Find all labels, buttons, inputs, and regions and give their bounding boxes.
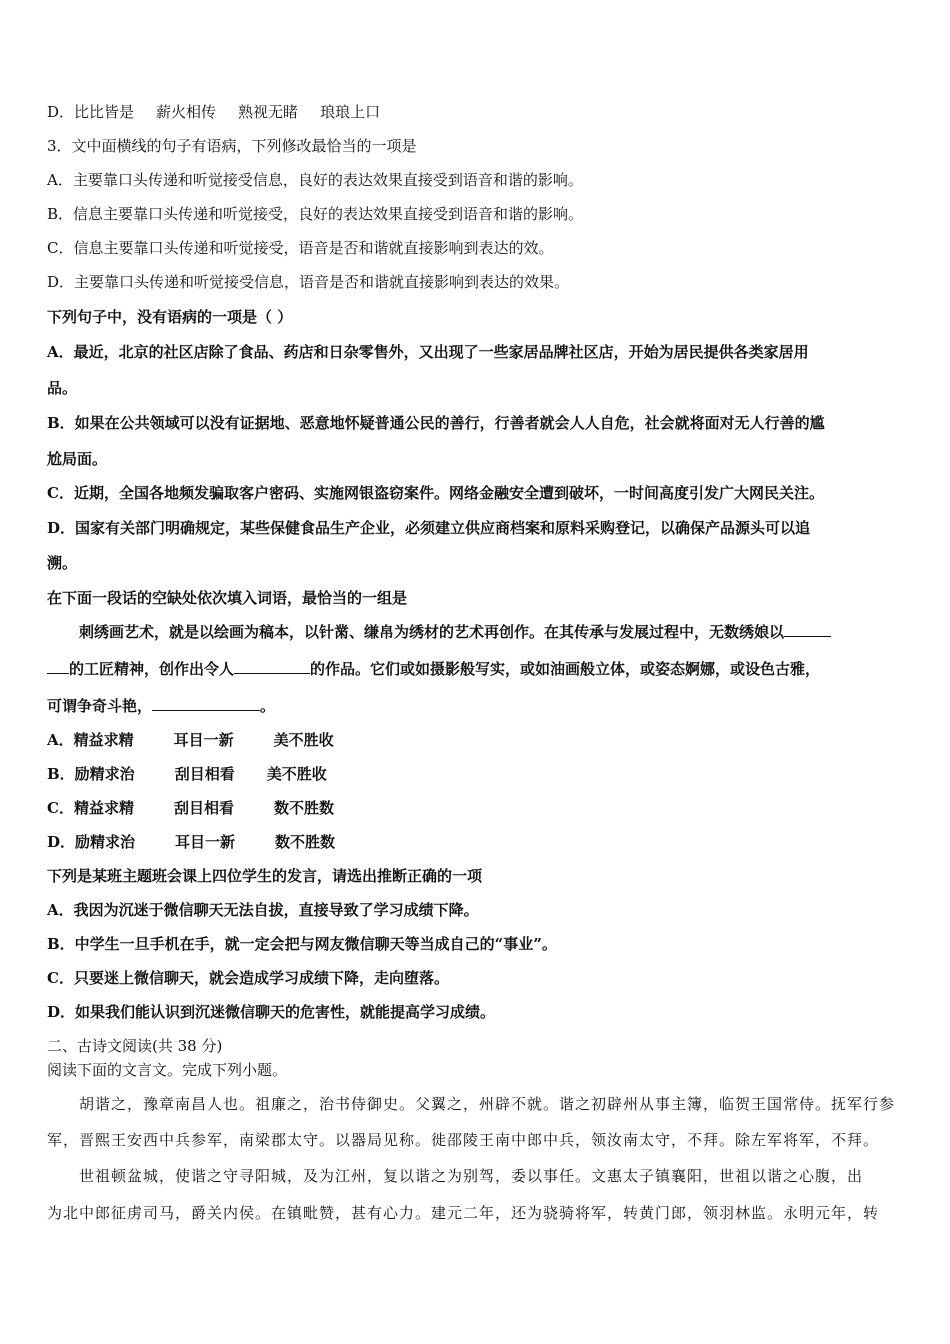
- passage-line: 刺绣画艺术，就是以绘画为稿本，以针黹、缣帛为绣材的艺术再创作。在其传承与发展过程中，无数绣娘以: [79, 622, 831, 642]
- option-c: C．近期，全国各地频发骗取客户密码、实施网银盗窃案件。网络金融安全遭到破坏，一时间高度引发广大网民关注。: [47, 484, 824, 502]
- choice-d: D．励精求治 耳目一新 数不胜数: [47, 833, 336, 851]
- blank-1-cont: [47, 659, 69, 674]
- option-a: A．最近，北京的社区店除了食品、药店和日杂零售外，又出现了一些家居品牌社区店，开始为居民提供各类家居用: [47, 343, 809, 361]
- passage-line: 的工匠精神，创作出令人 的作品。它们或如摄影般写实，或如油画般立体，或姿态婀娜，或设色古雅，: [47, 659, 820, 679]
- reading-instruction: 阅读下面的文言文。完成下列小题。: [47, 1061, 288, 1079]
- option-b-cont: 尬局面。: [47, 450, 108, 468]
- option-d: D．如果我们能认识到沉迷微信聊天的危害性，就能提高学习成绩。: [47, 1003, 496, 1021]
- option-d-cont: 溯。: [47, 554, 78, 572]
- option-b: B．如果在公共领域可以没有证据地、恶意地怀疑普通公民的善行，行善者就会人人自危，社会就将面对无人行善的尴: [47, 414, 825, 432]
- question-fill: 在下面一段话的空缺处依次填入词语，最恰当的一组是: [47, 589, 408, 607]
- option-a: A．主要靠口头传递和听觉接受信息，良好的表达效果直接受到语音和谐的影响。: [47, 171, 583, 189]
- option-c: C．信息主要靠口头传递和听觉接受，语音是否和谐就直接影响到表达的效。: [47, 239, 554, 257]
- section-heading: 二、古诗文阅读(共 38 分): [47, 1037, 223, 1055]
- option-d: D．国家有关部门明确规定，某些保健食品生产企业，必须建立供应商档案和原料采购登记，以确保产品源头可以追: [47, 519, 811, 537]
- option-d: D．主要靠口头传递和听觉接受信息，语音是否和谐就直接影响到表达的效果。: [47, 273, 570, 291]
- passage-line: 可谓争奇斗艳， 。: [47, 697, 276, 715]
- choice-c: C．精益求精 刮目相看 数不胜数: [47, 799, 334, 817]
- classical-text-line: 世祖顿盆城，使谐之守寻阳城，及为江州，复以谐之为别驾，委以事任。文惠太子镇襄阳，世祖以谐之心腹，出: [79, 1167, 864, 1185]
- option-b: B．信息主要靠口头传递和听觉接受，良好的表达效果直接受到语音和谐的影响。: [47, 205, 584, 223]
- blank-3: [152, 696, 260, 711]
- option-b: B．中学生一旦手机在手，就一定会把与网友微信聊天等当成自己的“事业”。: [47, 935, 557, 953]
- choice-b: B．励精求治 刮目相看 美不胜收: [47, 765, 327, 783]
- blank-2: [234, 659, 310, 674]
- option-a-cont: 品。: [47, 379, 78, 397]
- classical-text-line: 为北中郎征虏司马，爵关内侯。在镇毗赞，甚有心力。建元二年，还为骁骑将军，转黄门郎，领羽林监。永明元年，转: [47, 1204, 880, 1222]
- question-3: 3．文中面横线的句子有语病，下列修改最恰当的一项是: [47, 137, 417, 155]
- blank-1: [784, 622, 831, 637]
- choice-a: A．精益求精 耳目一新 美不胜收: [47, 731, 334, 749]
- question-grammar: 下列句子中，没有语病的一项是（ ）: [47, 308, 293, 326]
- question-inference: 下列是某班主题班会课上四位学生的发言，请选出推断正确的一项: [47, 867, 483, 885]
- option-c: C．只要迷上微信聊天，就会造成学习成绩下降，走向堕落。: [47, 969, 449, 987]
- option-line: D．比比皆是 薪火相传 熟视无睹 琅琅上口: [47, 103, 381, 121]
- classical-text-line: 胡谐之，豫章南昌人也。祖廉之，治书侍御史。父翼之，州辟不就。谐之初辟州从事主簿，临贺王国常侍。抚军行参: [79, 1095, 896, 1113]
- option-a: A．我因为沉迷于微信聊天无法自拔，直接导致了学习成绩下降。: [47, 901, 479, 919]
- classical-text-line: 军，晋熙王安西中兵参军，南梁郡太守。以器局见称。徙邵陵王南中郎中兵，领汝南太守，不拜。除左军将军，不拜。: [47, 1131, 880, 1149]
